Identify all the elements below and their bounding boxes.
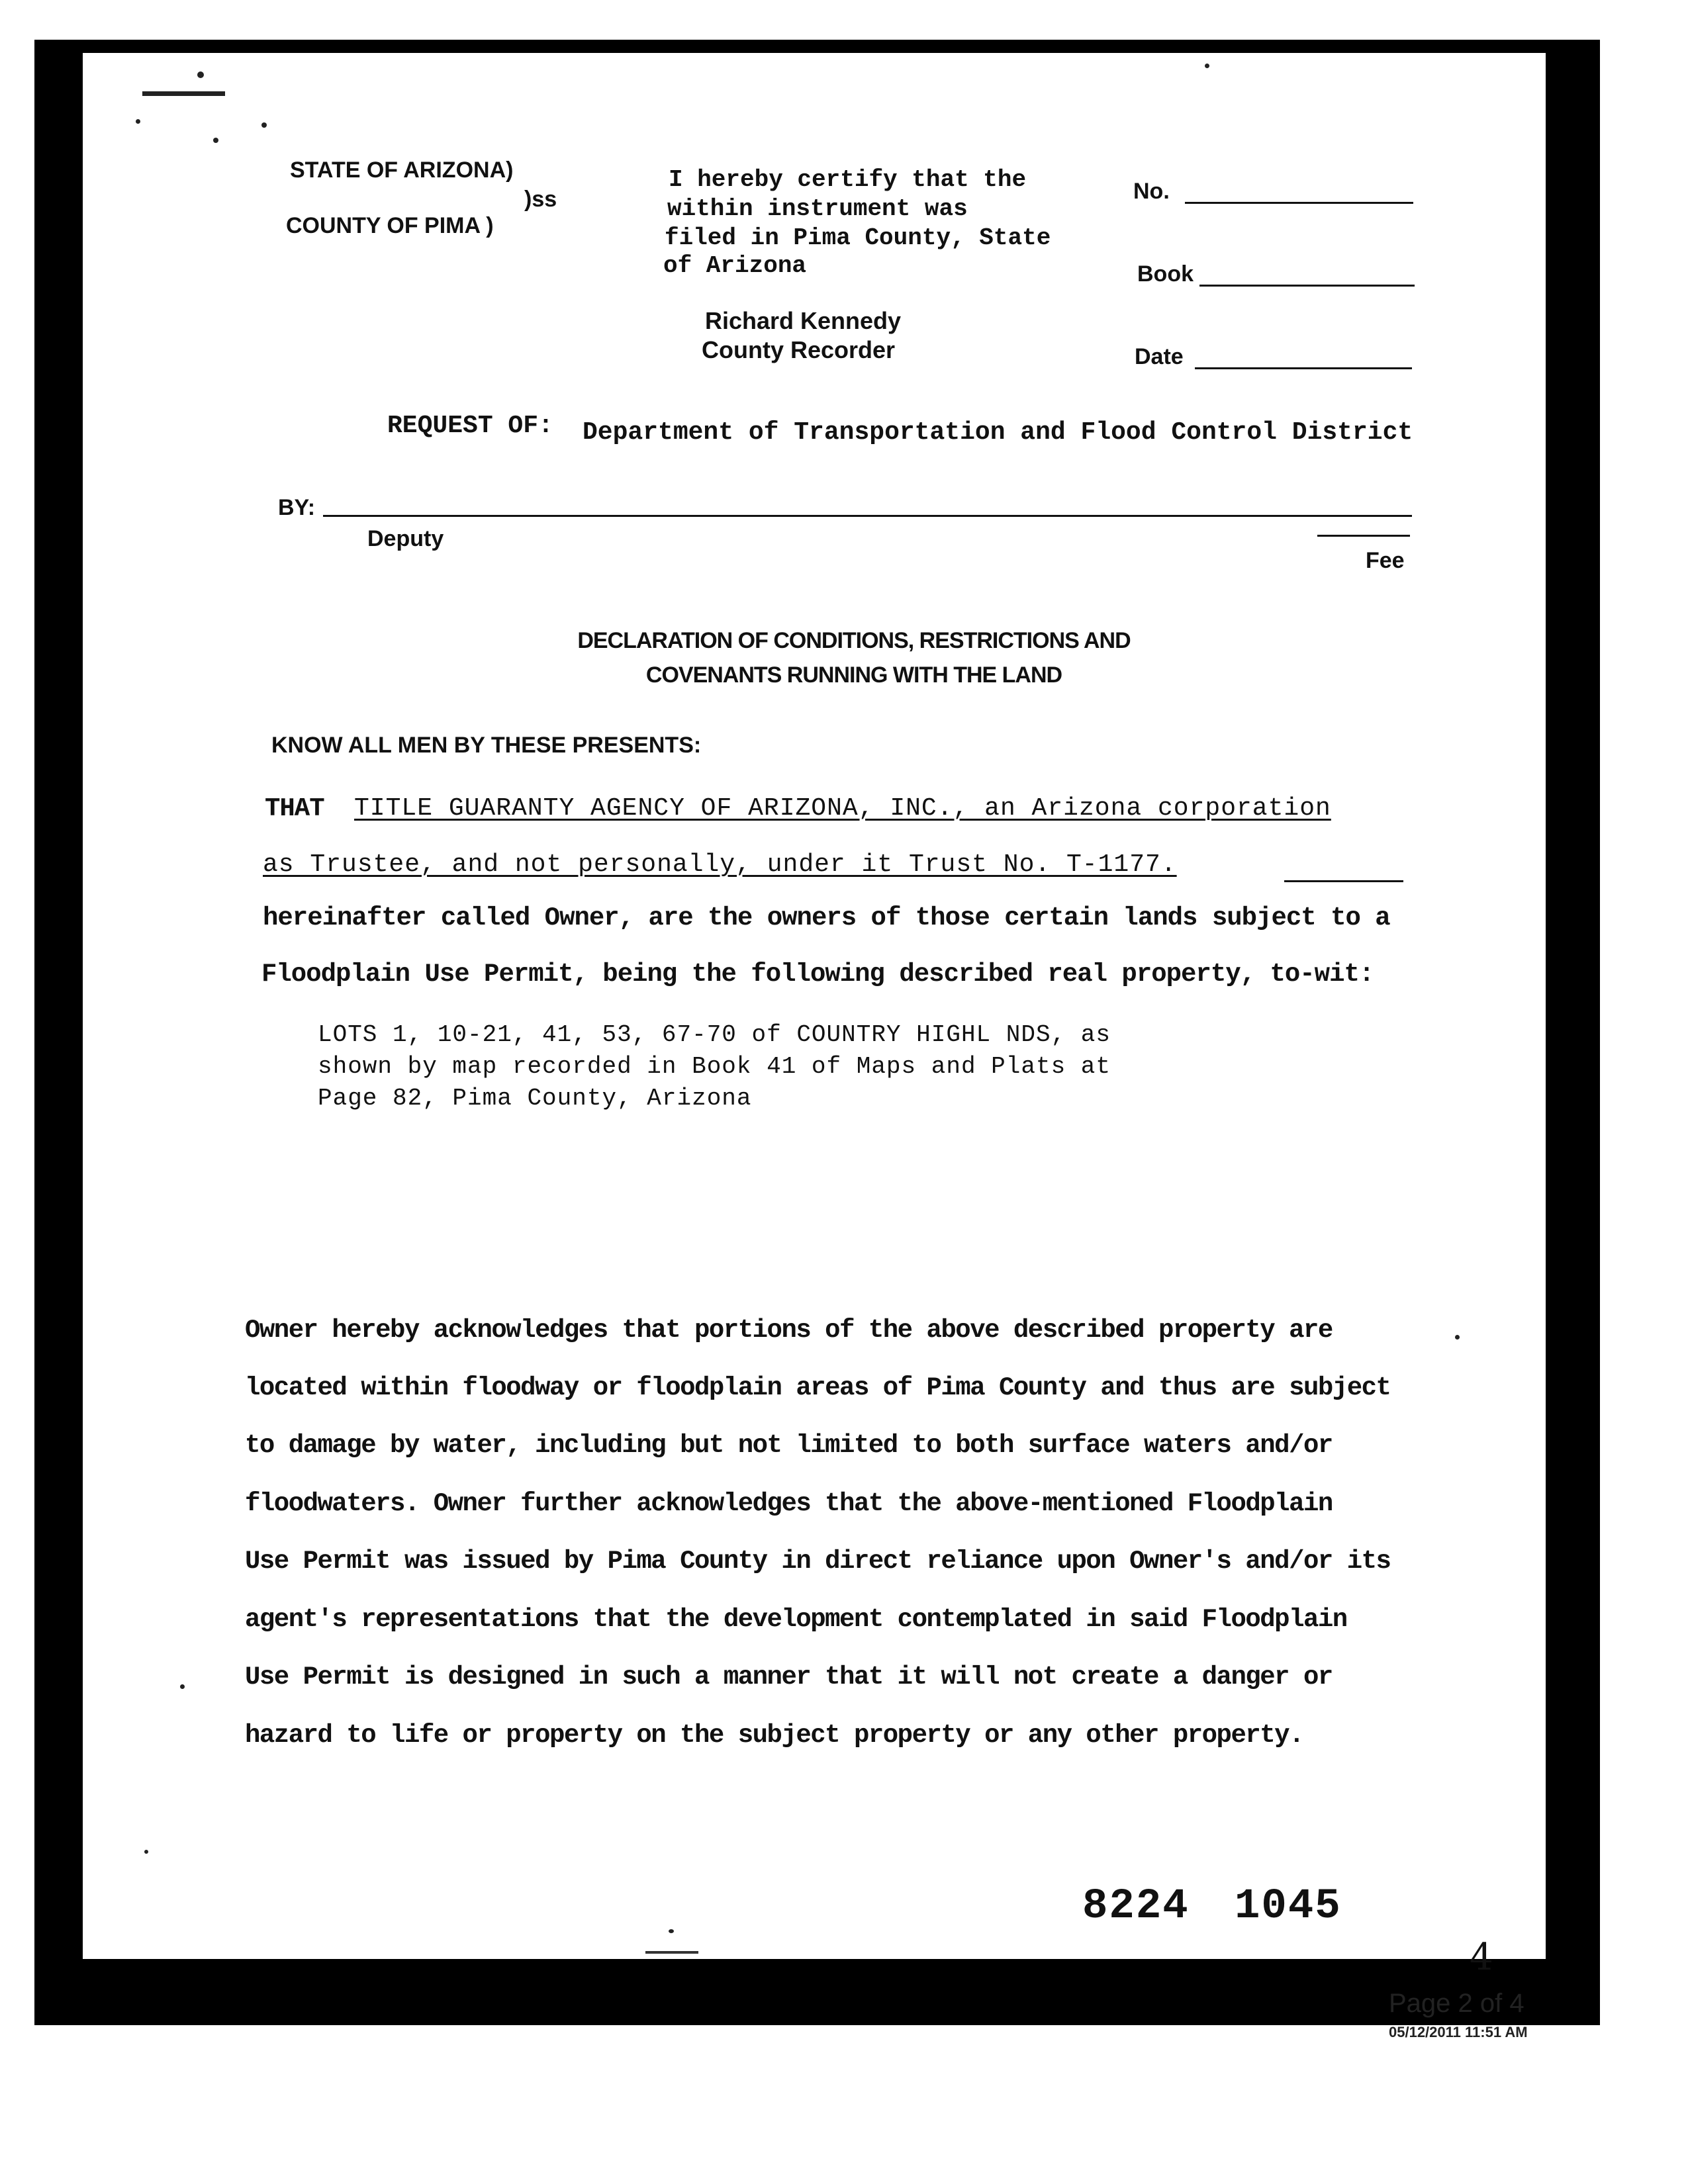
know-all-heading: KNOW ALL MEN BY THESE PRESENTS: xyxy=(271,733,702,758)
no-label: No. xyxy=(1133,179,1170,204)
declaration-title-line-2: COVENANTS RUNNING WITH THE LAND xyxy=(645,662,1062,688)
footer-page-count: Page 2 of 4 xyxy=(1389,1989,1524,2018)
owner-line-4: Floodplain Use Permit, being the following described real property, to-wit: xyxy=(261,960,1374,989)
scan-speck xyxy=(197,71,204,78)
request-of-value: Department of Transportation and Flood Control District xyxy=(583,418,1413,447)
scan-speck xyxy=(180,1684,185,1689)
ss-mark: )ss xyxy=(524,187,557,212)
ack-line-3: to damage by water, including but not limited to both surface waters and/or xyxy=(245,1431,1333,1460)
recorder-title: County Recorder xyxy=(702,336,896,363)
owner-line-2: as Trustee, and not personally, under it Trust No. T-1177. xyxy=(263,850,1177,879)
book-label: Book xyxy=(1137,261,1194,287)
state-line: STATE OF ARIZONA) xyxy=(290,158,514,183)
certify-line-4: of Arizona xyxy=(663,252,807,279)
legal-line-2: shown by map recorded in Book 41 of Maps and Plats at xyxy=(318,1053,1111,1080)
scan-speck xyxy=(136,119,140,124)
ack-line-8: hazard to life or property on the subject property or any other property. xyxy=(245,1721,1303,1750)
fee-label: Fee xyxy=(1366,548,1405,573)
ack-line-1: Owner hereby acknowledges that portions of the above described property are xyxy=(245,1316,1333,1345)
scan-speck xyxy=(261,122,267,128)
request-of-label: REQUEST OF: xyxy=(387,412,553,440)
owner-line-1: TITLE GUARANTY AGENCY OF ARIZONA, INC., an Arizona corporation xyxy=(354,794,1331,823)
declaration-title xyxy=(463,623,1244,692)
ack-line-6: agent's representations that the development contemplated in said Floodplain xyxy=(245,1605,1347,1634)
legal-line-3: Page 82, Pima County, Arizona xyxy=(318,1085,752,1112)
ack-line-4: floodwaters. Owner further acknowledges that the above-mentioned Floodplain xyxy=(245,1489,1333,1518)
scan-speck xyxy=(669,1929,674,1933)
legal-line-1: LOTS 1, 10-21, 41, 53, 67-70 of COUNTRY HIGHL NDS, as xyxy=(318,1021,1111,1048)
ack-line-5: Use Permit was issued by Pima County in direct reliance upon Owner's and/or its xyxy=(245,1547,1391,1576)
scan-speck xyxy=(1205,64,1209,68)
ack-line-7: Use Permit is designed in such a manner that it will not create a danger or xyxy=(245,1662,1333,1692)
handwritten-page-mark: 4 xyxy=(1470,1936,1493,1979)
certify-line-1: I hereby certify that the xyxy=(669,166,1027,193)
ack-line-2: located within floodway or floodplain areas of Pima County and thus are subject xyxy=(245,1373,1391,1402)
recorder-name: Richard Kennedy xyxy=(705,307,902,334)
scan-mark xyxy=(142,91,225,96)
deputy-label: Deputy xyxy=(367,526,444,551)
scan-mark xyxy=(645,1951,698,1954)
certify-line-2: within instrument was xyxy=(667,195,968,222)
book-field-line xyxy=(1199,285,1415,287)
footer-timestamp: 05/12/2011 11:51 AM xyxy=(1389,2024,1528,2040)
scan-speck xyxy=(144,1850,148,1854)
document-page-number: 1045 xyxy=(1235,1883,1342,1931)
document-book-number: 8224 xyxy=(1082,1883,1190,1931)
owner-line-3: hereinafter called Owner, are the owners of those certain lands subject to a xyxy=(263,903,1390,933)
fee-line xyxy=(1317,535,1410,537)
no-field-line xyxy=(1185,202,1413,204)
by-signature-line xyxy=(323,515,1412,517)
scan-speck xyxy=(1455,1335,1460,1340)
county-line: COUNTY OF PIMA ) xyxy=(286,213,494,238)
scan-speck xyxy=(213,138,218,143)
owner-line-2-fill xyxy=(1284,880,1403,882)
date-label: Date xyxy=(1135,344,1184,369)
legal-description xyxy=(318,1019,1111,1115)
date-field-line xyxy=(1195,367,1412,369)
that-label: THAT xyxy=(265,794,324,823)
by-label: BY: xyxy=(278,495,316,520)
certify-line-3: filed in Pima County, State xyxy=(665,224,1051,251)
declaration-title-line-1: DECLARATION OF CONDITIONS, RESTRICTIONS AND xyxy=(577,628,1131,653)
